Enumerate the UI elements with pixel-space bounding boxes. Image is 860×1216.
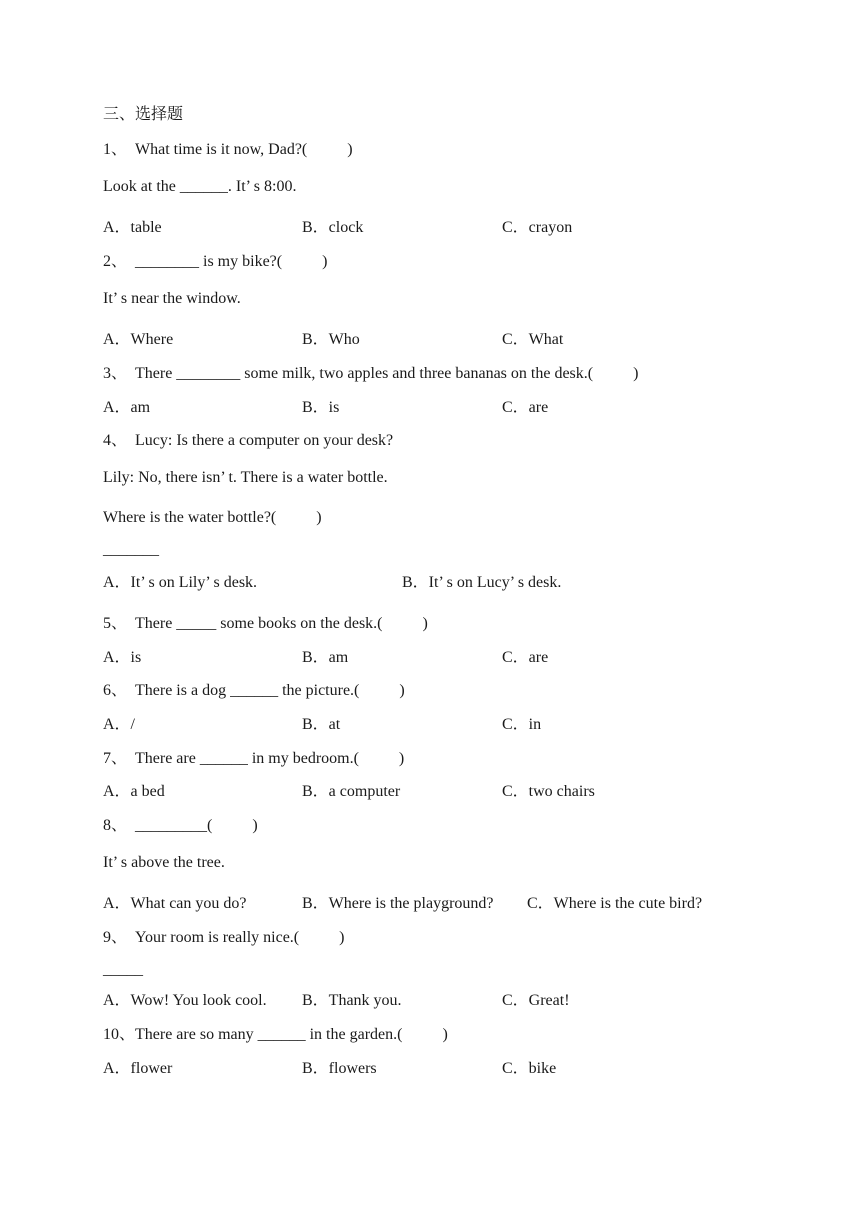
question-1-option-b[interactable]: B．clock <box>302 219 364 236</box>
question-3-option-c[interactable]: C．are <box>502 399 549 416</box>
question-7-stem: 7、 There are ______ in my bedroom.( ) <box>103 750 405 767</box>
question-4-text-2: Where is the water bottle?( ) <box>103 509 322 526</box>
question-10-option-c[interactable]: C．bike <box>502 1060 557 1077</box>
question-1-option-a[interactable]: A．table <box>103 219 162 236</box>
question-6-option-a[interactable]: A．/ <box>103 716 136 733</box>
question-8-option-b[interactable]: B．Where is the playground? <box>302 895 494 912</box>
question-2-stem: 2、 ________ is my bike?( ) <box>103 253 328 270</box>
question-8-text: It’ s above the tree. <box>103 854 225 871</box>
question-7-option-b[interactable]: B．a computer <box>302 783 401 800</box>
question-1-stem: 1、 What time is it now, Dad?( ) <box>103 141 353 158</box>
question-10-stem: 10、There are so many ______ in the garden.( ) <box>103 1026 448 1043</box>
question-3-option-a[interactable]: A．am <box>103 399 151 416</box>
question-2-option-c[interactable]: C．What <box>502 331 564 348</box>
question-6-stem: 6、 There is a dog ______ the picture.( ) <box>103 682 405 699</box>
question-8-stem: 8、 _________( ) <box>103 817 258 834</box>
question-4-option-b[interactable]: B．It’ s on Lucy’ s desk. <box>402 574 562 591</box>
question-5-option-c[interactable]: C．are <box>502 649 549 666</box>
question-9-option-c[interactable]: C．Great! <box>502 992 570 1009</box>
question-4-option-a[interactable]: A．It’ s on Lily’ s desk. <box>103 574 258 591</box>
question-9-answer-blank: _____ <box>103 961 143 978</box>
question-5-stem: 5、 There _____ some books on the desk.( ) <box>103 615 428 632</box>
question-4-text-1: Lily: No, there isn’ t. There is a water bottle. <box>103 469 388 486</box>
question-2-option-b[interactable]: B．Who <box>302 331 360 348</box>
question-1-option-c[interactable]: C．crayon <box>502 219 573 236</box>
question-4-answer-blank: _______ <box>103 541 159 558</box>
question-4-stem: 4、 Lucy: Is there a computer on your desk? <box>103 432 394 449</box>
question-3-option-b[interactable]: B．is <box>302 399 340 416</box>
question-6-option-b[interactable]: B．at <box>302 716 341 733</box>
question-2-option-a[interactable]: A．Where <box>103 331 174 348</box>
question-3-stem: 3、 There ________ some milk, two apples and three bananas on the desk.( ) <box>103 365 639 382</box>
question-5-option-b[interactable]: B．am <box>302 649 349 666</box>
section-title: 三、选择题 <box>103 106 184 123</box>
question-10-option-b[interactable]: B．flowers <box>302 1060 377 1077</box>
question-8-option-a[interactable]: A．What can you do? <box>103 895 247 912</box>
question-8-option-c[interactable]: C．Where is the cute bird? <box>527 895 703 912</box>
question-9-option-b[interactable]: B．Thank you. <box>302 992 402 1009</box>
question-6-option-c[interactable]: C．in <box>502 716 542 733</box>
question-7-option-c[interactable]: C．two chairs <box>502 783 595 800</box>
question-9-option-a[interactable]: A．Wow! You look cool. <box>103 992 267 1009</box>
question-2-text: It’ s near the window. <box>103 290 241 307</box>
question-1-text: Look at the ______. It’ s 8:00. <box>103 178 297 195</box>
question-9-stem: 9、 Your room is really nice.( ) <box>103 929 345 946</box>
question-5-option-a[interactable]: A．is <box>103 649 142 666</box>
question-10-option-a[interactable]: A．flower <box>103 1060 173 1077</box>
question-7-option-a[interactable]: A．a bed <box>103 783 165 800</box>
